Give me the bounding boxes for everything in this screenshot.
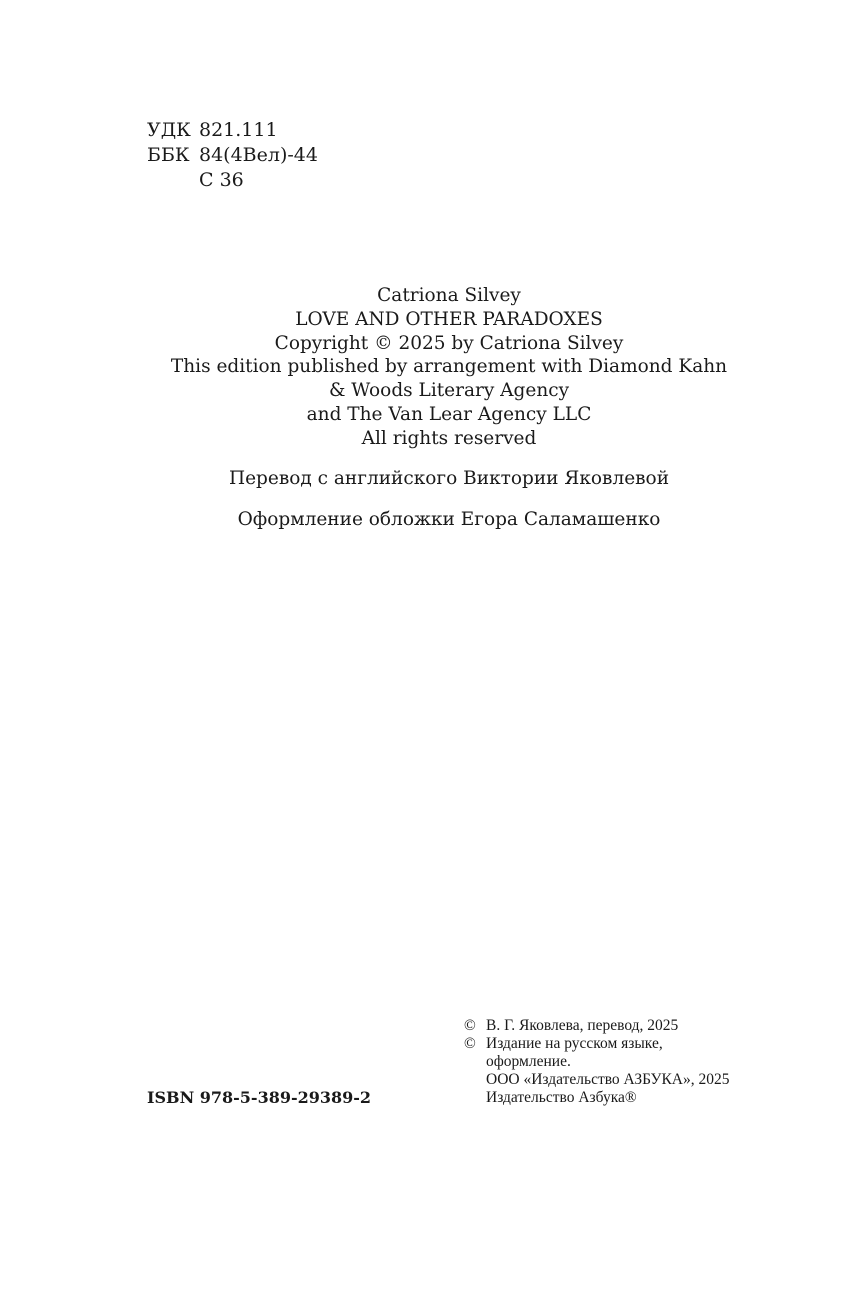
edition-notice	[464, 1035, 730, 1071]
udk-label: УДК	[147, 119, 191, 141]
copyright-notices	[464, 1017, 730, 1107]
bbk-label: ББК	[147, 144, 190, 166]
cover-design-credit: Оформление обложки Егора Саламашенко	[237, 509, 661, 530]
translator-credit: Перевод с английского Виктории Яковлевой	[228, 468, 670, 489]
publisher-line: ООО «Издательство АЗБУКА», 2025	[486, 1071, 730, 1088]
arrangement-line-1: This edition published by arrangement with Diamond Kahn	[170, 356, 728, 378]
trademark-line: Издательство Азбука®	[486, 1089, 637, 1106]
bbk-row	[147, 143, 318, 168]
udk-value: 821.111	[199, 119, 278, 141]
edition-notice-line-2: оформление.	[486, 1053, 571, 1070]
copyright-symbol: ©	[464, 1017, 476, 1034]
bbk-value: 84(4Вел)-44	[199, 144, 318, 166]
isbn: ISBN 978-5-389-29389-2	[147, 1088, 372, 1107]
arrangement-line-3: and The Van Lear Agency LLC	[306, 403, 592, 425]
translation-notice	[464, 1017, 730, 1035]
translation-notice-text: В. Г. Яковлева, перевод, 2025	[486, 1017, 679, 1034]
classification-block	[147, 118, 318, 193]
author-mark-row	[147, 168, 318, 193]
edition-notice-line-1: Издание на русском языке,	[486, 1035, 663, 1052]
original-title: LOVE AND OTHER PARADOXES	[295, 308, 603, 330]
author-mark: С 36	[199, 169, 244, 191]
arrangement-line-2: & Woods Literary Agency	[328, 380, 570, 402]
copyright-symbol: ©	[464, 1035, 476, 1052]
rights-reserved: All rights reserved	[361, 427, 537, 449]
rights-block	[0, 284, 856, 451]
copyright-line: Copyright © 2025 by Catriona Silvey	[274, 332, 624, 354]
original-author: Catriona Silvey	[377, 285, 521, 306]
udk-row	[147, 118, 318, 143]
